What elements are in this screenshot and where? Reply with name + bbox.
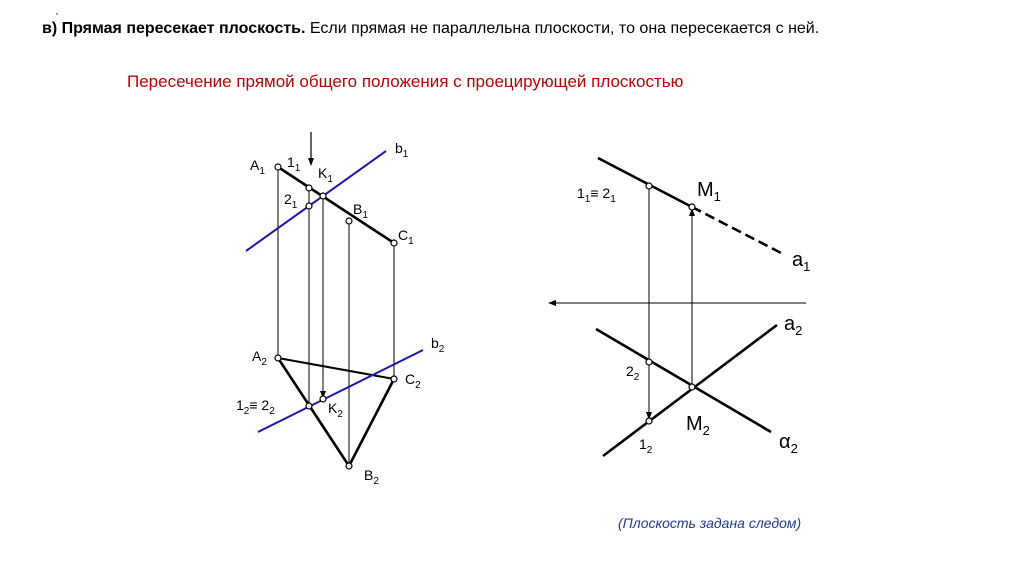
label-1-1-eq-2-1: $1_1\equiv 2_1$ [577, 185, 616, 205]
point-k1 [320, 193, 326, 199]
header-text: Если прямая не параллельна плоскости, то она пересекается с ней. [305, 20, 820, 37]
label-b1-point: $B_1$ [353, 201, 368, 221]
point-2-1 [306, 203, 312, 209]
point-2-2-right [646, 359, 652, 365]
label-a2: $a_2$ [784, 313, 803, 338]
segment-b2-c2 [349, 379, 394, 466]
point-c1 [391, 240, 397, 246]
label-a1: $a_1$ [792, 249, 811, 274]
point-1-1 [306, 185, 312, 191]
label-b2-point: $B_2$ [364, 467, 379, 487]
point-a1 [275, 164, 281, 170]
trace-alpha2 [596, 329, 771, 432]
point-m1 [689, 204, 695, 210]
label-2-1: $2_1$ [284, 191, 298, 211]
label-2-2-right: $2_2$ [626, 363, 640, 383]
label-k1: $K_1$ [318, 165, 333, 185]
line-a2 [603, 325, 777, 456]
label-m1: $M_1$ [697, 179, 721, 204]
label-c2: $C_2$ [405, 371, 421, 391]
header-bold: в) Прямая пересекает плоскость. [42, 20, 306, 37]
point-a2 [275, 355, 281, 361]
point-1-2 [306, 403, 312, 409]
point-1-1-right [646, 183, 652, 189]
line-a1-dashed [692, 207, 785, 255]
line-b1 [246, 151, 386, 251]
segment-a2-c2 [278, 358, 394, 379]
label-line-b1: $b_1$ [395, 140, 409, 160]
label-k2: $K_2$ [328, 400, 343, 420]
point-1-2-right [646, 418, 652, 424]
label-a2: $A_2$ [252, 348, 267, 368]
point-k2 [320, 396, 326, 402]
footnote: (Плоскость задана следом) [618, 515, 802, 531]
label-m2: $M_2$ [686, 413, 710, 438]
diagram-title: Пересечение прямой общего положения с проецирующей плоскостью [127, 72, 684, 91]
bullet-dot: · [55, 6, 59, 20]
point-m2 [689, 384, 695, 390]
label-1-2-right: $1_2$ [639, 436, 653, 456]
label-1-2-eq-2-2: $1_2\equiv 2_2$ [236, 397, 275, 417]
point-b2 [346, 463, 352, 469]
label-alpha2: $\alpha_2$ [779, 431, 798, 456]
left-projection-diagram [236, 132, 445, 487]
label-c1: $C_1$ [398, 227, 414, 247]
right-projection-diagram [552, 158, 810, 456]
label-1-1: $1_1$ [287, 154, 301, 174]
point-b1 [346, 218, 352, 224]
point-c2 [391, 376, 397, 382]
label-line-b2: $b_2$ [431, 335, 445, 355]
label-a1: $A_1$ [250, 157, 265, 177]
